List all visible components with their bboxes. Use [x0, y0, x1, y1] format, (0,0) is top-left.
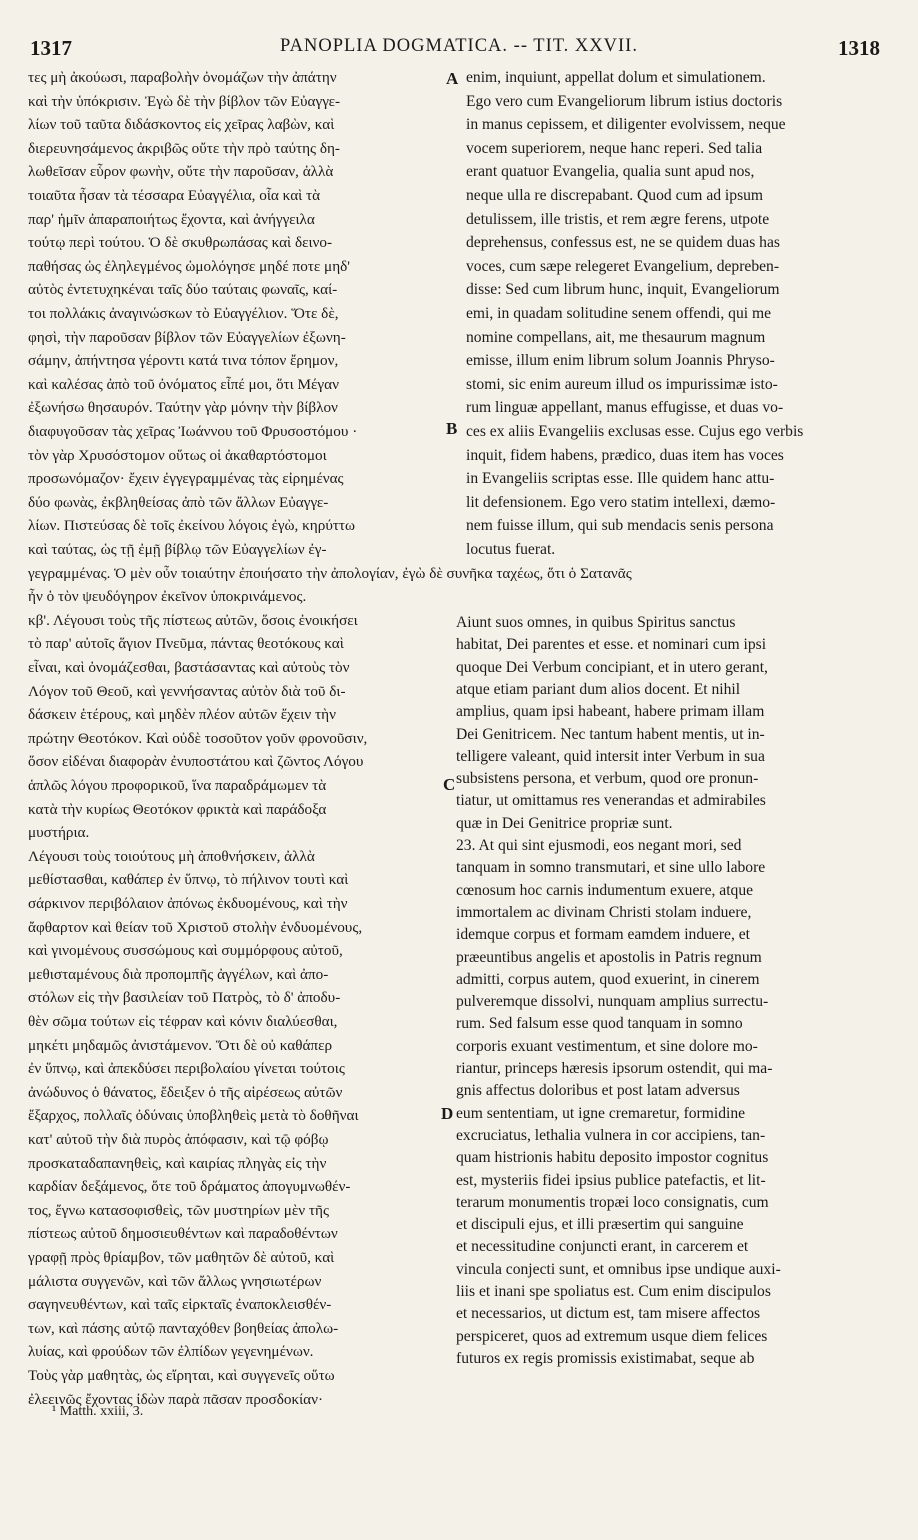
text-line: telligere valeant, quid intersit inter Verbum in sua [456, 747, 765, 765]
text-line: εἶναι, καὶ ὀνομάζεσθαι, βαστάσαντας καὶ αὐτοὺς τὸν [28, 659, 350, 676]
text-line: σάμην, ἀπήντησα γέροντι κατά τινα τόπον ἔρημον, [28, 352, 339, 370]
text-line: μεθίστασθαι, καθάπερ ἐν ὕπνῳ, τὸ πήλινον τουτὶ καὶ [28, 871, 349, 889]
text-line: stomi, sic enim aureum illud os impurissimæ isto- [466, 375, 778, 393]
text-line: πίστεως αὐτοῦ δημοσιευθέντων καὶ παραδοθέντων [28, 1225, 338, 1243]
text-line: cœnosum hoc carnis indumentum exuere, atque [456, 881, 754, 899]
text-line: Aiunt suos omnes, in quibus Spiritus sanctus [456, 614, 736, 631]
text-line: admitti, corpus autem, quod exuerint, in cinerem [456, 970, 760, 988]
text-line: perspiceret, quos ad extremum usque diem felices [456, 1327, 768, 1345]
text-line: vocem superiorem, neque hanc reperi. Sed talia [466, 139, 763, 157]
text-line: καὶ τὴν ὑπόκρισιν. Ἐγὼ δὲ τὴν βίβλον τῶν Εὐαγγε- [28, 92, 341, 110]
page-header [0, 36, 918, 66]
text-line: Dei Genitricem. Nec tantum habent mentis, ut in- [456, 725, 765, 743]
text-line: κατ' αὐτοῦ τὴν διὰ πυρὸς ἀπόφασιν, καὶ τῷ φόβῳ [28, 1131, 329, 1148]
text-line: παρ' ἡμῖν ἀπαραποιήτως ἔχοντα, καὶ ἀνήγγειλα [28, 210, 315, 228]
text-line: καὶ ταύτας, ὡς τῇ ἐμῇ βίβλῳ τῶν Εὐαγγελίων ἐγ- [28, 541, 327, 558]
text-line: δύο φωνὰς, ἐκβληθείσας ἀπὸ τῶν ἄλλων Εὐαγγε- [28, 493, 329, 511]
text-line: excruciatus, lethalia vulnera in cor accipiens, tan- [456, 1126, 766, 1144]
text-line: subsistens persona, et verbum, quod ore pronun- [456, 770, 759, 788]
text-line: προσκαταδαπανηθεὶς, καὶ καιρίας πληγὰς εἰς τὴν [28, 1154, 327, 1172]
text-line: μεθισταμένους διὰ προπομπῆς ἀγγέλων, καὶ ἀπο- [28, 965, 329, 983]
text-line: tanquam in somno transmutari, et sine ullo labore [456, 859, 766, 877]
text-line: των, καὶ πάσης αὐτῷ πανταχόθεν βοηθείας ἀπολω- [28, 1319, 339, 1337]
text-line: λίων. Πιστεύσας δὲ τοῖς ἐκείνου λόγοις ἐγὼ, κηρύττω [28, 517, 356, 535]
text-line: inquit, fidem habens, prædico, duas item has voces [466, 446, 784, 464]
page-number-left: 1317 [30, 36, 72, 60]
text-line: quam histrionis habitu deposito impostor cognitus [456, 1149, 769, 1167]
text-line: 23. At qui sint ejusmodi, eos negant mori, sed [456, 837, 742, 854]
text-line: in manus cepissem, et diligenter evolvissem, neque [466, 116, 786, 134]
text-line: Ego vero cum Evangeliorum librum istius doctoris [466, 92, 783, 110]
text-line: est, mysteriis fidei ipsius publice patefactis, et lit- [456, 1171, 766, 1189]
text-line: detulissem, ille tristis, et rem ægre ferens, utpote [466, 210, 770, 228]
text-line: amplius, quam ipsi habeant, habere primam illam [456, 703, 765, 721]
footnote: ¹ Matth. xxiii, 3. [52, 1404, 144, 1419]
text-line: καὶ καλέσας ἀπὸ τοῦ ὀνόματος εἶπέ μοι, ὅτι Μέγαν [28, 375, 339, 393]
text-line: τὸν γὰρ Χρυσόστομον οὕτως οἱ ἀκαθαρτόστομοι [28, 446, 327, 464]
text-line: habitat, Dei parentes et esse. et nominari cum ipsi [456, 636, 767, 654]
text-line: terarum monumentis tropæi loco consignatis, cum [456, 1193, 769, 1211]
text-line: ἄφθαρτον καὶ θείαν τοῦ Χριστοῦ στολὴν ἐνδυομένους, [28, 918, 363, 936]
text-line: eum sententiam, ut igne cremaretur, formidine [456, 1104, 746, 1122]
text-line: διαφυγοῦσαν τὰς χεῖρας Ἰωάννου τοῦ Φρυσοστόμου · [28, 423, 358, 440]
text-line: Λόγον τοῦ Θεοῦ, καὶ γεννήσαντας αὐτὸν διὰ τοῦ δι- [28, 682, 346, 700]
text-line: διερευνησάμενος ἀκριβῶς οὔτε τὴν πρὸ ταύτης δη- [28, 139, 340, 157]
page-number-right: 1318 [838, 36, 880, 60]
text-line: et necessitudine conjuncti erant, in carcerem et [456, 1238, 749, 1256]
text-line: γραφῇ πρὸς θρίαμβον, τῶν μαθητῶν δὲ αὐτοῦ, καὶ [28, 1249, 335, 1266]
text-line: κβ'. Λέγουσι τοὺς τῆς πίστεως αὐτῶν, ὅσοις ἐνοικήσει [28, 611, 358, 629]
text-line: rum. Sed falsum esse quod tanquam in somno [456, 1015, 743, 1033]
text-line: πρώτην Θεοτόκον. Καὶ οὐδὲ τοσοῦτον γοῦν φρονοῦσιν, [28, 729, 368, 747]
margin-letter-a: A [446, 69, 459, 88]
text-line: καρδίαν δεξάμενος, ὅτε τοῦ δράματος ἀπογυμνωθέν- [28, 1178, 351, 1196]
text-line: λυίας, καὶ φρούδων τῶν ἐλπίδων γεγενημένων. [28, 1343, 314, 1361]
text-line: pulveremque dissolvi, nunquam amplius surrectu- [456, 993, 769, 1011]
text-line: rum linguæ appellant, manus effugisse, et duas vo- [466, 399, 784, 417]
text-line: nomine compellans, ait, me thesaurum magnum [466, 328, 766, 346]
text-line: παθήσας ὡς ἐληλεγμένος ὡμολόγησε μηδέ ποτε μηδ' [28, 257, 351, 275]
text-line: θὲν σῶμα τούτων εἰς τέφραν καὶ κόνιν διαλύεσθαι, [28, 1013, 338, 1030]
text-line: voces, cum sæpe relegeret Evangelium, depreben- [466, 257, 780, 275]
text-line: et discipuli ejus, et illi præsertim qui sanguine [456, 1216, 744, 1234]
text-line: disse: Sed cum librum hunc, inquit, Evangeliorum [466, 281, 780, 299]
margin-letter-d: D [441, 1104, 454, 1123]
text-line: emisse, illum enim librum solum Joannis Phryso- [466, 352, 775, 370]
text-line: τούτῳ περὶ τούτου. Ὁ δὲ σκυθρωπάσας καὶ δεινο- [28, 234, 333, 252]
text-line: erant quatuor Evangelia, qualia sunt apud nos, [466, 163, 755, 181]
text-line: atque etiam pariant dum alios docent. Et nihil [456, 680, 741, 698]
text-line: ὅσον εἰδέναι διαφορὰν ἐνυποστάτου καὶ ζῶντος Λόγου [28, 753, 364, 771]
text-line: Τοὺς γὰρ μαθητὰς, ὡς εἴρηται, καὶ συγγενεῖς οὕτω [28, 1367, 335, 1384]
text-line: quoque Dei Verbum concipiant, et in utero gerant, [456, 658, 768, 676]
text-line: ἐν ὕπνῳ, καὶ ἀπεκδύσει περιβολαίου γίνεται τούτοις [28, 1060, 345, 1078]
text-line: ἦν ὁ τὸν ψευδόγηρον ἐκεῖνον ὑποκρινάμενος. [28, 588, 307, 606]
text-line: ἐλεεινῶς ἔχοντας ἰδὼν παρὰ πᾶσαν προσδοκίαν· [28, 1390, 324, 1408]
text-line: δάσκειν ἑτέρους, καὶ μηδὲν πλέον αὐτῶν ἔχειν τὴν [28, 706, 336, 724]
text-line: μάλιστα συγγενῶν, καὶ τῶν ἄλλως γνησιωτέρων [28, 1272, 322, 1290]
text-line: futuros ex regis promissis existimabat, seque ab [456, 1349, 755, 1367]
text-line: φησὶ, τὴν παροῦσαν βίβλον τῶν Εὐαγγελίων ἐξωνη- [28, 328, 346, 346]
text-line: αὐτὸς ἐντετυχηκέναι ταῖς δύο ταύταις φωναῖς, καί- [28, 281, 338, 299]
text-line: emi, in quadam solitudine senem offendi, qui me [466, 305, 772, 322]
text-line: λίων τοῦ ταῦτα διδάσκοντος εἰς χεῖρας λαβὼν, καὶ [28, 116, 335, 134]
text-line: λωθεῖσαν εὗρον φωνὴν, οὔτε τὴν παροῦσαν, ἀλλὰ [28, 163, 334, 181]
text-line: τὸ παρ' αὐτοῖς ἅγιον Πνεῦμα, πάντας θεοτόκους καὶ [28, 635, 344, 653]
text-line: ἁπλῶς λόγου προφορικοῦ, ἵνα παραδράμωμεν τὰ [28, 777, 327, 794]
text-line: προσωνόμαζον· ἔχειν ἐγγεγραμμένας τὰς εἰρημένας [28, 470, 344, 488]
text-line: et necessarios, ut dictum est, tam misere affectos [456, 1305, 761, 1323]
text-line: gnis affectus doloribus et post latam adversus [456, 1082, 740, 1100]
text-line: corporis exuant vestimentum, et sine dolore mo- [456, 1037, 758, 1055]
text-line: riantur, princeps hæresis ipsorum ostendit, qui ma- [456, 1060, 773, 1077]
text-line: τοιαῦτα ἦσαν τὰ τέσσαρα Εὐαγγέλια, οἷα καὶ τὰ [28, 187, 321, 204]
text-line: μηκέτι μηδαμῶς ἀνιστάμενον. Ὅτι δὲ οὐ καθάπερ [28, 1036, 333, 1054]
margin-letter-c: C [443, 775, 456, 794]
text-line: locutus fuerat. [466, 541, 556, 558]
text-line: enim, inquiunt, appellat dolum et simulationem. [466, 69, 766, 86]
text-line: ἀνώδυνος ὁ θάνατος, ἔδειξεν ὁ τῆς αἱρέσεως αὐτῶν [28, 1083, 343, 1101]
text-line: στόλων εἰς τὴν βασιλείαν τοῦ Πατρὸς, τὸ δ' ἀποδυ- [28, 989, 341, 1007]
text-line: tiatur, ut omittamus res venerandas et admirabiles [456, 792, 766, 810]
text-line: in Evangeliis scriptas esse. Ille quidem hanc attu- [466, 470, 775, 488]
text-line: γεγραμμένας. Ὁ μὲν οὖν τοιαύτην ἐποιήσατο τὴν ἀπολογίαν, ἐγὼ δὲ συνῆκα ταχέως, ὅτι ὁ Σατανᾶς [28, 564, 632, 582]
text-line: neque ulla re discrepabant. Quod cum ad ipsum [466, 187, 764, 204]
text-line: liis et inani spe spoliatus est. Cum enim discipulos [456, 1283, 771, 1300]
text-line: σάρκινον περιβόλαιον ἀπόνως ἐκδυομένους, καὶ τὴν [28, 895, 348, 912]
text-line: μυστήρια. [28, 824, 90, 842]
text-line: σαγηνευθέντων, καὶ ταῖς εἱρκταῖς ἐναποκλεισθέν- [28, 1296, 332, 1314]
text-line: nem fuisse illum, qui sub mendacis senis persona [466, 517, 774, 535]
text-line: καὶ γινομένους συσσώμους καὶ συμμόρφους αὐτοῦ, [28, 942, 343, 960]
text-line: deprehensus, confessus est, ne se quidem duas has [466, 234, 780, 252]
text-line: ces ex aliis Evangeliis exclusas esse. Cujus ego verbis [466, 423, 804, 440]
text-line: vincula conjecti sunt, et omnibus ipse undique auxi- [456, 1260, 781, 1278]
text-line: idemque corpus et formam eamdem induere, et [456, 926, 751, 944]
text-line: immortalem ac divinam Christi stolam induere, [456, 903, 752, 921]
text-line: quæ in Dei Genitrice propriæ sunt. [456, 814, 673, 832]
text-line: τοι πολλάκις ἀναγινώσκων τὸ Εὐαγγέλιον. Ὅτε δὲ, [28, 305, 339, 322]
margin-letter-b: B [446, 419, 458, 438]
text-line: κατὰ τὴν κυρίως Θεοτόκον φρικτὰ καὶ παράδοξα [28, 800, 327, 818]
running-title: PANOPLIA DOGMATICA. -- TIT. XXVII. [280, 36, 638, 56]
text-line: ἐξωνήσω θησαυρόν. Ταύτην γὰρ μόνην τὴν βίβλον [28, 399, 338, 417]
text-line: τες μὴ ἀκούωσι, παραβολὴν ὀνομάζων τὴν ἀπάτην [28, 69, 337, 86]
text-line: τος, ἔγνω κατασοφισθεὶς, τῶν μυστηρίων μὲν τῆς [28, 1201, 329, 1219]
text-line: Λέγουσι τοὺς τοιούτους μὴ ἀποθνήσκειν, ἀλλὰ [28, 847, 315, 865]
text-line: lit defensionem. Ego vero statim intellexi, dæmo- [466, 493, 776, 511]
text-line: ἔξαρχος, πολλαῖς ὀδύναις ὑποβληθεὶς μετὰ τὸ δοθῆναι [28, 1107, 359, 1125]
text-line: præeuntibus angelis et apostolis in Patris regnum [456, 948, 762, 966]
